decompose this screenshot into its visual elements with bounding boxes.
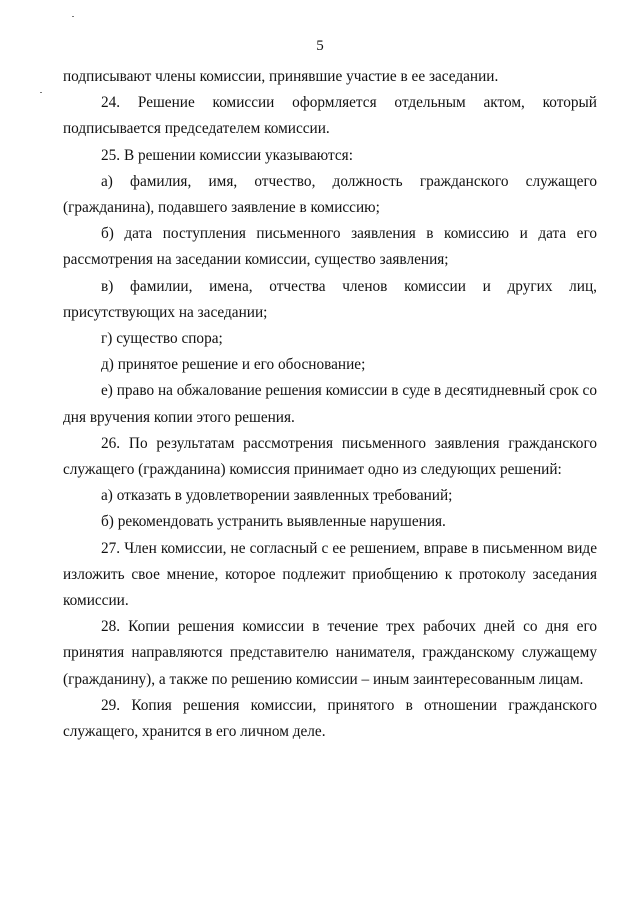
- paragraph-28: 28. Копии решения комиссии в течение трех рабочих дней со дня его принятия направляются представителю нанимателя, гражданскому служащему (гражданину), а также по решению комиссии – иным заинтересованным лицам.: [63, 618, 597, 688]
- paragraph-26-b: б) рекомендовать устранить выявленные нарушения.: [101, 513, 446, 531]
- paragraph-25-v: в) фамилии, имена, отчества членов комиссии и других лиц, присутствующих на заседании;: [63, 277, 597, 321]
- paragraph-25-d: д) принятое решение и его обоснование;: [101, 356, 366, 374]
- paragraph-24: 24. Решение комиссии оформляется отдельным актом, который подписывается председателем комиссии.: [63, 94, 597, 138]
- page-number: 5: [316, 38, 324, 54]
- paragraph-27: 27. Член комиссии, не согласный с ее решением, вправе в письменном виде изложить свое мнение, которое подлежит приобщению к протоколу заседания комиссии.: [63, 539, 597, 610]
- paragraph-continuation: подписывают члены комиссии, принявшие участие в ее заседании.: [63, 68, 499, 85]
- scan-speck: [40, 92, 42, 93]
- paragraph-26-a: а) отказать в удовлетворении заявленных требований;: [101, 487, 453, 505]
- paragraph-25-g: г) существо спора;: [101, 330, 223, 348]
- paragraph-25-b: б) дата поступления письменного заявления в комиссию и дата его рассмотрения на заседании комиссии, существо заявления;: [63, 225, 597, 269]
- scan-speck: [72, 16, 74, 17]
- document-body: [63, 64, 597, 745]
- paragraph-25: 25. В решении комиссии указываются:: [101, 146, 353, 164]
- paragraph-25-e: е) право на обжалование решения комиссии в суде в десятидневный срок со дня вручения копии этого решения.: [63, 382, 597, 426]
- paragraph-29: 29. Копия решения комиссии, принятого в отношении гражданского служащего, хранится в его личном деле.: [63, 696, 597, 741]
- paragraph-25-a: а) фамилия, имя, отчество, должность гражданского служащего (гражданина), подавшего заявление в комиссию;: [63, 172, 597, 217]
- paragraph-26: 26. По результатам рассмотрения письменного заявления гражданского служащего (гражданина) комиссия принимает одно из следующих решений:: [63, 434, 597, 479]
